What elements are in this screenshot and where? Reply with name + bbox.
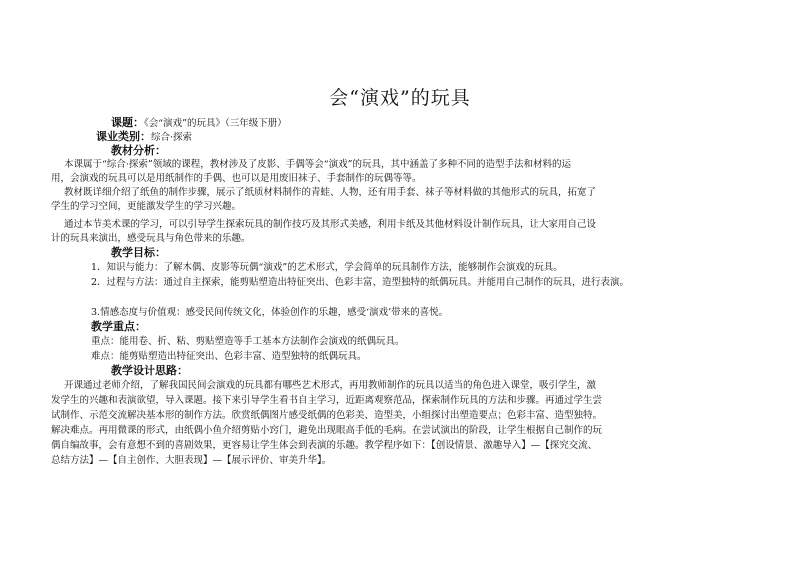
keypoint-item: 难点：能剪贴塑造出特征突出、色彩丰富、造型独特的纸偶玩具。 [91, 351, 367, 362]
analysis-paragraph-line: 通过本节美术课的学习，可以引导学生探索玩具的制作技巧及其形式美感，利用卡纸及其他材料设计制作玩具，让大家用自己设 [64, 219, 597, 230]
keypoints-heading: 教学重点： [91, 320, 146, 333]
analysis-paragraph-line: 用，会演戏的玩具可以是用纸制作的手偶、也可以是用废旧袜子、手套制作的玩偶等等。 [51, 173, 422, 184]
keypoint-item: 重点：能用卷、折、粘、剪贴塑造等手工基本方法制作会演戏的纸偶玩具。 [91, 336, 405, 347]
design-paragraph-line: 偶自编故事，会有意想不到的喜剧效果，更容易让学生体会到表演的乐趣。教学程序如下：【创设情景、激趣导入】—【探究交流、 [51, 440, 598, 451]
category-row [96, 130, 192, 145]
analysis-paragraph-line: 学生的学习空间，更能激发学生的学习兴趣。 [51, 201, 242, 212]
lesson-label: 课题： [111, 116, 144, 129]
goals-heading: 教学目标： [111, 246, 166, 259]
lesson-value: 《会“演戏”的玩具》（三年级下册） [144, 118, 287, 129]
design-paragraph-line: 总结方法】—【自主创作、大胆表现】—【展示评价、审美升华】。 [51, 455, 332, 466]
design-heading: 教学设计思路： [111, 364, 188, 377]
design-paragraph-line: 试制作、示范交流解决基本形的制作方法。欣赏纸偶图片感受纸偶的色彩美、造型美，小组探讨出塑造要点；色彩丰富、造型独特。 [51, 410, 603, 421]
goal-item: 1．知识与能力：了解木偶、皮影等玩偶“演戏”的艺术形式，学会简单的玩具制作方法，能够制作会演戏的玩具。 [91, 262, 563, 273]
design-paragraph-line: 发学生的兴趣和表演欲望，导入课题。接下来引导学生看书自主学习，近距离观察范品，探索制作玩具的方法和步骤。再通过学生尝 [51, 395, 603, 406]
goal-item: 2．过程与方法：通过自主探索，能剪贴塑造出特征突出、色彩丰富、造型独特的纸偶玩具。并能用自己制作的玩具，进行表演。 [91, 277, 630, 288]
analysis-paragraph-line: 本课属于“综合·探索”领域的课程，教材涉及了皮影、手偶等会“演戏”的玩具，其中涵盖了多种不同的造型手法和材料的运 [64, 159, 571, 170]
analysis-paragraph-line: 教材既详细介绍了纸鱼的制作步骤，展示了纸质材料制作的青蛙、人物，还有用手套、袜子等材料做的其他形式的玩具，拓宽了 [64, 187, 597, 198]
document-title: 会“演戏”的玩具 [329, 87, 471, 109]
goal-item: 3.情感态度与价值观：感受民间传统文化，体验创作的乐趣，感受‘演戏’带来的喜悦。 [91, 307, 449, 318]
analysis-paragraph-line: 计的玩具来演出，感受玩具与角色带来的乐趣。 [51, 233, 251, 244]
design-paragraph-line: 解决难点。再用微课的形式，由纸偶小鱼介绍剪贴小窍门，避免出现眼高手低的毛病。在尝试演出的阶段，让学生根据自己制作的玩 [51, 425, 603, 436]
lesson-row [111, 116, 287, 131]
analysis-heading: 教材分析： [111, 144, 166, 157]
category-label: 课业类别： [96, 130, 151, 143]
category-value: 综合·探索 [151, 132, 193, 143]
design-paragraph-line: 开课通过老师介绍，了解我国民间会演戏的玩具都有哪些艺术形式，再用教师制作的玩具以适当的角色进入课堂，吸引学生，激 [64, 380, 597, 391]
